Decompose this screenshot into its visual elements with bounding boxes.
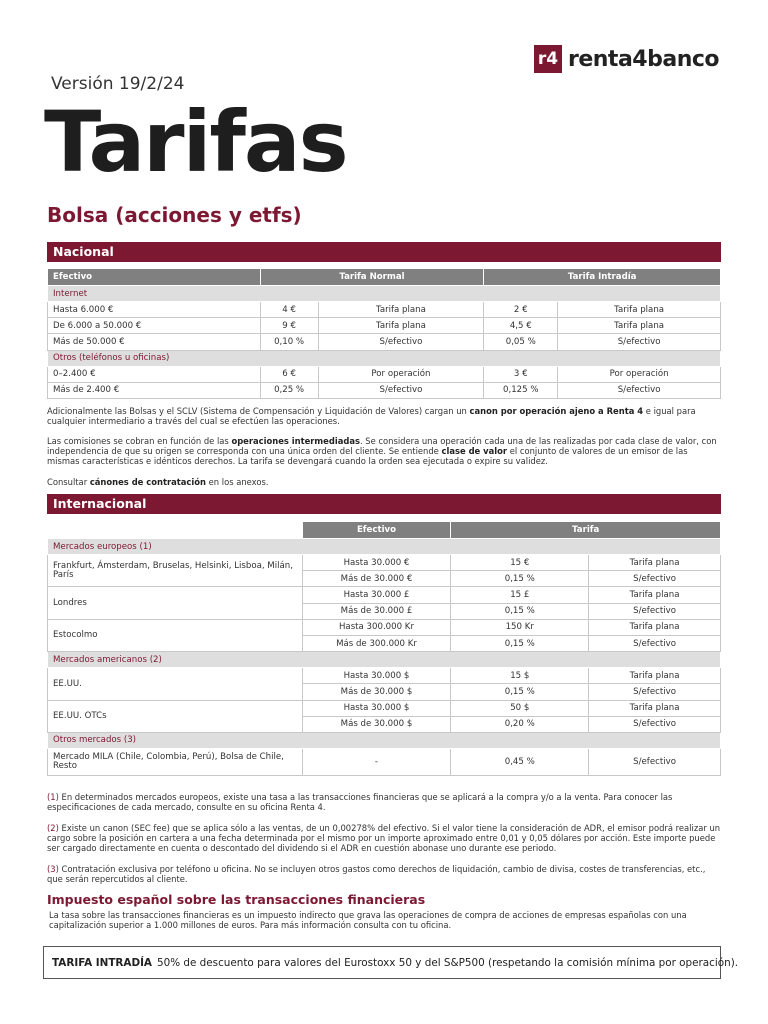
cell: Por operación [558,366,721,382]
impuesto-text: La tasa sobre las transacciones financieras es un impuesto indirecto que grava las operaciones de compra de acciones de empresas españolas con una capitalización superior a 1.000 millones de euros. Para más información consulta con tu oficina. [49,910,687,930]
table-row [48,668,721,684]
cell: 0,45 % [451,748,589,775]
table-row [48,619,721,635]
group-row [48,539,721,555]
cell: 4,5 € [484,318,558,334]
cell: 0,15 % [451,571,589,587]
market-name: Frankfurt, Ámsterdam, Bruselas, Helsinki, Lisboa, Milán, París [48,555,303,587]
brand-logo [534,45,719,73]
cell: 0,10 % [260,334,318,350]
cell: Tarifa plana [589,668,721,684]
cell: 0,15 % [451,684,589,700]
internacional-table [47,521,721,776]
group-label: Mercados europeos (1) [48,539,721,555]
market-name: Londres [48,587,303,619]
cell: S/efectivo [589,571,721,587]
table-row [48,334,721,350]
cell: Por operación [318,366,484,382]
cell: S/efectivo [589,684,721,700]
cell: Hasta 30.000 $ [302,668,451,684]
group-row [48,286,721,302]
footnote-3: (3) Contratación exclusiva por teléfono u oficina. No se incluyen otros gastos como derechos de liquidación, cambio de divisa, costes de transferencias, etc., que serán repercutidos al cliente. [47,864,706,884]
intradia-text: 50% de descuento para valores del Eurostoxx 50 y del S&P500 (respetando la comisión mínima por operación). [156,957,739,969]
cell: S/efectivo [558,334,721,350]
cell: Más de 2.400 € [48,382,261,398]
cell: 0,20 % [451,716,589,732]
cell: 6 € [260,366,318,382]
cell: Más de 300.000 Kr [302,635,451,651]
column-header: Tarifa Intradía [484,269,721,286]
column-header [48,522,303,539]
group-label: Internet [48,286,721,302]
table-row [48,700,721,716]
intradia-box [43,946,739,979]
cell: 0,05 % [484,334,558,350]
market-name: EE.UU. OTCs [48,700,303,732]
section-title: Bolsa (acciones y etfs) [47,203,302,227]
cell: Más de 30.000 € [302,571,451,587]
cell: 2 € [484,302,558,318]
footnote-2: (2) Existe un canon (SEC fee) que se aplica sólo a las ventas, de un 0,00278% del efectivo. Si el valor tiene la consideración de ADR, el emisor podrá realizar un cargo sobre la posición en cartera a una fecha determinada por el mismo por un importe aproximado entre 0,01 y 0,05 dólares por acción. Este importe puede ser cargado directamente en cuenta o descontado del dividendo si el ADR en cuestión abonase uno durante ese periodo. [47,823,721,853]
brand-mark-icon: r4 [534,45,562,73]
market-name: Mercado MILA (Chile, Colombia, Perú), Bolsa de Chile, Resto [48,748,303,775]
group-row [48,652,721,668]
canones-paragraph: Consultar cánones de contratación en los anexos. [47,477,269,487]
intradia-label: TARIFA INTRADÍA [52,957,152,969]
table-row [48,555,721,571]
cell: Más de 30.000 £ [302,603,451,619]
cell: 0,15 % [451,635,589,651]
market-name: EE.UU. [48,668,303,700]
cell: 150 Kr [451,619,589,635]
canon-paragraph: Adicionalmente las Bolsas y el SCLV (Sistema de Compensación y Liquidación de Valores) cargan un canon por operación ajeno a Renta 4 e igual para cualquier intermediario a través del cual se efectúen las operaciones. [47,406,696,426]
cell: S/efectivo [589,748,721,775]
cell: S/efectivo [558,382,721,398]
table-header-row [48,269,721,286]
cell: Tarifa plana [589,619,721,635]
column-header: Tarifa [451,522,721,539]
table-header-row [48,522,721,539]
cell: S/efectivo [589,716,721,732]
cell: Más de 50.000 € [48,334,261,350]
cell: 4 € [260,302,318,318]
cell: 0–2.400 € [48,366,261,382]
brand-name: renta4banco [568,46,720,72]
group-label: Otros (teléfonos u oficinas) [48,350,721,366]
cell: Más de 30.000 $ [302,716,451,732]
cell: Tarifa plana [558,302,721,318]
footnote-1: (1) En determinados mercados europeos, existe una tasa a las transacciones financieras que se aplicará a la compra y/o a la venta. Para conocer las especificaciones de cada mercado, consulte en su oficina Renta 4. [47,792,673,812]
cell: - [302,748,451,775]
table-row [48,382,721,398]
market-name: Estocolmo [48,619,303,651]
cell: 0,125 % [484,382,558,398]
nacional-bar: Nacional [47,242,721,262]
cell: Hasta 30.000 € [302,555,451,571]
cell: 3 € [484,366,558,382]
table-row [48,587,721,603]
column-header: Tarifa Normal [260,269,484,286]
comisiones-paragraph: Las comisiones se cobran en función de las operaciones intermediadas. Se considera una operación cada una de las realizadas por cada clase de valor, con independencia de que su origen se corresponda con una única orden del cliente. Se entiende clase de valor el conjunto de valores de un emisor de las mismas características e idénticos derechos. La tarifa se devengará cuando la orden sea ejecutada o expire su validez. [47,436,717,466]
cell: Tarifa plana [589,587,721,603]
cell: 50 $ [451,700,589,716]
column-header: Efectivo [48,269,261,286]
cell: 15 € [451,555,589,571]
nacional-table [47,268,721,399]
cell: Tarifa plana [589,700,721,716]
cell: Más de 30.000 $ [302,684,451,700]
cell: Hasta 30.000 $ [302,700,451,716]
cell: S/efectivo [589,635,721,651]
table-row [48,302,721,318]
cell: Tarifa plana [318,302,484,318]
impuesto-title: Impuesto español sobre las transacciones financieras [47,892,426,907]
page-title: Tarifas [44,93,347,191]
table-row [48,748,721,775]
cell: Tarifa plana [318,318,484,334]
cell: Hasta 300.000 Kr [302,619,451,635]
group-label: Mercados americanos (2) [48,652,721,668]
group-row [48,732,721,748]
cell: 15 $ [451,668,589,684]
table-row [48,318,721,334]
cell: De 6.000 a 50.000 € [48,318,261,334]
cell: S/efectivo [318,334,484,350]
cell: Hasta 6.000 € [48,302,261,318]
cell: Tarifa plana [558,318,721,334]
cell: 15 £ [451,587,589,603]
cell: S/efectivo [318,382,484,398]
cell: S/efectivo [589,603,721,619]
version-label: Versión 19/2/24 [51,74,185,94]
cell: 0,25 % [260,382,318,398]
cell: 0,15 % [451,603,589,619]
group-row [48,350,721,366]
cell: Tarifa plana [589,555,721,571]
cell: Hasta 30.000 £ [302,587,451,603]
column-header: Efectivo [302,522,451,539]
internacional-bar: Internacional [47,494,721,514]
group-label: Otros mercados (3) [48,732,721,748]
table-row [48,366,721,382]
cell: 9 € [260,318,318,334]
